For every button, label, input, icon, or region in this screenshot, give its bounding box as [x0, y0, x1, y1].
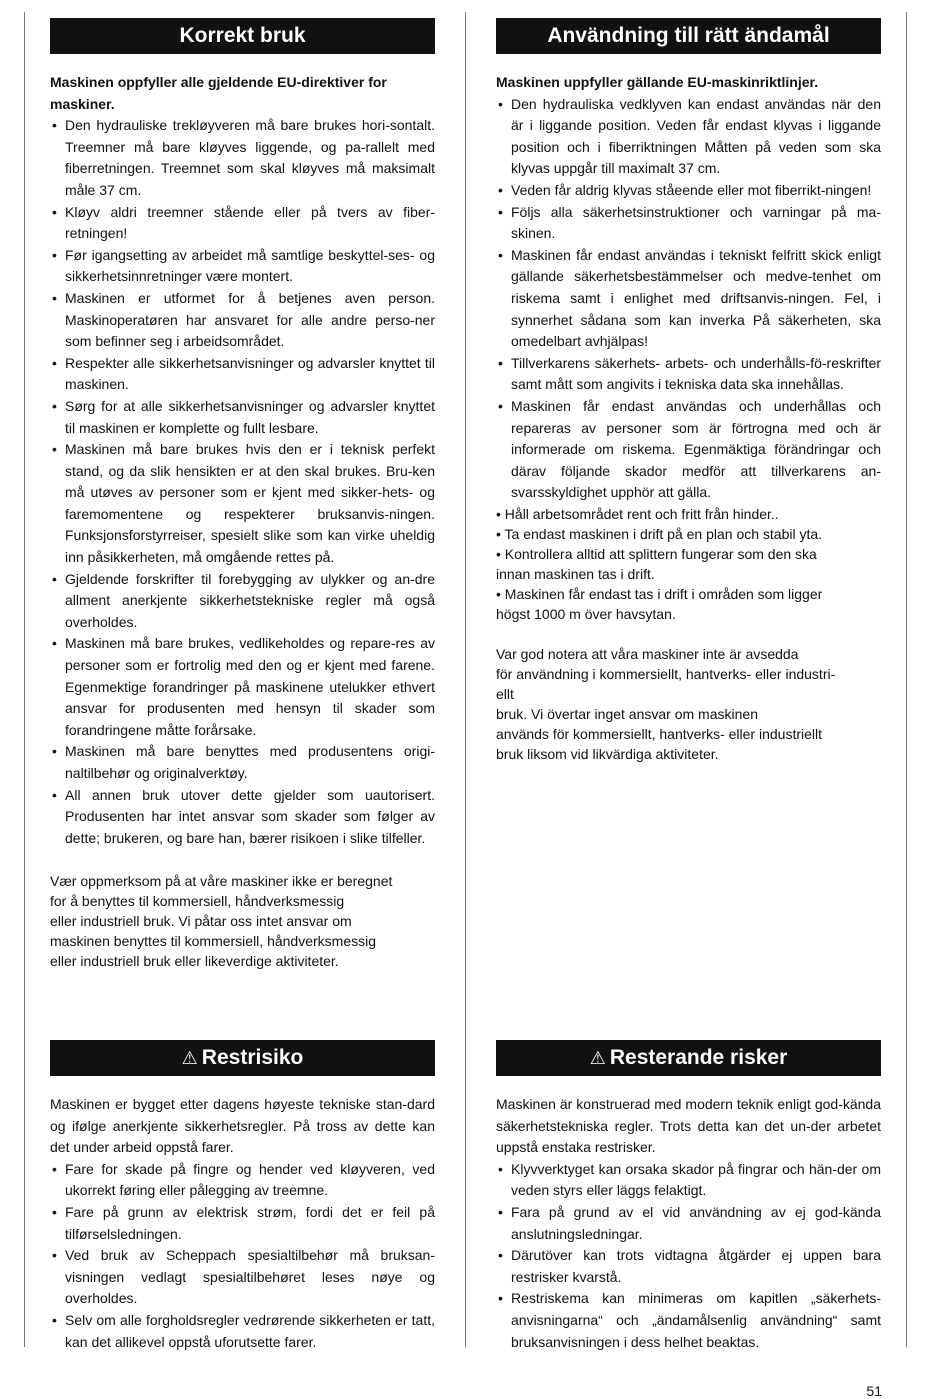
list-item: • Gjeldende forskrifter til forebygging av ulykker og an-dre allment anerkjente sikkerhetstekniske regler må også overholdes. [50, 569, 435, 634]
plain-line: innan maskinen tas i drift. [496, 565, 655, 582]
resterande-risker-section [496, 1040, 881, 1353]
right-intro: Maskinen uppfyller gällande EU-maskinriktlinjer. [496, 74, 819, 90]
list-item: • Fara på grund av el vid användning av ej god-kända anslutningsledningar. [496, 1202, 881, 1245]
note-line: eller industriell bruk eller likeverdige aktiviteter. [50, 953, 339, 970]
list-item: • All annen bruk utover dette gjelder som uautorisert. Produsenten har intet ansvar som skader som følger av dette; brukeren, og bare han, bærer risikoen i slike tilfeller. [50, 785, 435, 850]
plain-line: • Håll arbetsområdet rent och fritt från hinder.. [496, 505, 779, 522]
warning-icon: ⚠ [181, 1048, 198, 1068]
list-item: • Restriskema kan minimeras om kapitlen „säkerhets-anvisningarna“ och „ändamålsenlig användning“ samt bruksanvisningen i dess helhet beaktas. [496, 1288, 881, 1353]
right-note [496, 644, 881, 764]
list-item: • Den hydrauliske trekløyveren må bare brukes hori-sontalt. Treemner må bare kløyves liggende, og pa-rallelt med fiberretningen. Treemnet som skal kløyves må maksimalt måle 37 cm. [50, 115, 435, 201]
left-column [50, 18, 435, 971]
list-item: • Klyvverktyget kan orsaka skador på fingrar och hän-der om veden styrs eller läggs felaktigt. [496, 1159, 881, 1202]
list-item: • Respekter alle sikkerhetsanvisninger og advarsler knyttet til maskinen. [50, 353, 435, 396]
note-line: for å benyttes til kommersiell, håndverksmessig [50, 893, 345, 910]
list-item: • Den hydrauliska vedklyven kan endast användas när den är i liggande position. Veden får endast klyvas i liggande position och i fiberriktningen Måtten på veden som ska klyvas uppgår till maximalt 37 cm. [496, 94, 881, 180]
heading-restrisiko-label: Restrisiko [201, 1046, 304, 1069]
list-item: • Før igangsetting av arbeidet må samtlige beskyttel-ses- og sikkerhetsinnretninger være montert. [50, 245, 435, 288]
list-item: • Maskinen får endast användas och underhållas och repareras av personer som är förtrogna med och är informerade om riskema. Egenmäktiga förändringar och därav följande skador medför att tillverkarens an-svarsskyldighet upphör att gälla. [496, 396, 881, 504]
left-bullet-list [50, 115, 435, 849]
note-line: bruk. Vi övertar inget ansvar om maskinen [496, 705, 758, 722]
list-item: • Tillverkarens säkerhets- arbets- och underhålls-fö-reskrifter samt mått som angivits i tekniska data ska innehållas. [496, 353, 881, 396]
plain-line: • Ta endast maskinen i drift på en plan och stabil yta. [496, 525, 823, 542]
plain-line: högst 1000 m över havsytan. [496, 605, 676, 622]
list-item: • Selv om alle forgholdsregler vedrørende sikkerheten er tatt, kan det allikevel oppstå uforutsette farer. [50, 1310, 435, 1353]
heading-anvandning: Användning till rätt ändamål [496, 18, 881, 54]
list-item: • Maskinen må bare benyttes med produsentens origi-naltilbehør og originalverktøy. [50, 741, 435, 784]
note-line: maskinen benyttes til kommersiell, håndverksmessig [50, 933, 377, 950]
list-item: • Fare på grunn av elektrisk strøm, fordi det er feil på tilførselsledningen. [50, 1202, 435, 1245]
list-item: • Maskinen får endast användas i tekniskt felfritt skick enligt gällande säkerhetsbestämmelser och medve-tenhet om riskema samt i enlighet med driftsanvis-ningen. Fel, i synnerhet sådana som kan inverka På säkerheten, ska omedelbart avhjälpas! [496, 245, 881, 353]
restrisiko-list [50, 1159, 435, 1353]
note-line: ellt [496, 685, 514, 702]
note-line: används för kommersiellt, hantverks- eller industriellt [496, 725, 823, 742]
left-note [50, 871, 435, 971]
plain-line: • Kontrollera alltid att splittern fungerar som den ska [496, 545, 817, 562]
note-line: bruk liksom vid likvärdiga aktiviteter. [496, 745, 719, 762]
plain-line: • Maskinen får endast tas i drift i områden som ligger [496, 585, 823, 602]
left-intro: Maskinen oppfyller alle gjeldende EU-direktiver for maskiner. [50, 74, 387, 112]
restrisiko-intro: Maskinen er bygget etter dagens høyeste tekniske stan-dard og ifølge anerkjente sikkerhetsregler. På tross av dette kan det under arbeid oppstå farer. [50, 1096, 435, 1156]
list-item: • Följs alla säkerhetsinstruktioner och varningar på ma-skinen. [496, 202, 881, 245]
page-number: 51 [866, 1383, 882, 1399]
note-line: Vær oppmerksom på at våre maskiner ikke er beregnet [50, 873, 393, 890]
heading-resterande-risker [496, 1040, 881, 1076]
warning-icon: ⚠ [589, 1048, 606, 1068]
list-item: • Maskinen er utformet for å betjenes aven person. Maskinoperatøren har ansvaret for alle andre perso-ner som befinner seg i arbeidsområdet. [50, 288, 435, 353]
list-item: • Ved bruk av Scheppach spesialtilbehør må bruksan-visningen vedlagt spesialtilbehøret leses nøye og overholdes. [50, 1245, 435, 1310]
column-divider-rule [465, 12, 466, 1347]
list-item: • Fare for skade på fingre og hender ved kløyveren, ved ukorrekt føring eller pålegging av treemne. [50, 1159, 435, 1202]
resterande-risker-list [496, 1159, 881, 1353]
note-line: för användning i kommersiellt, hantverks- eller industri- [496, 665, 836, 682]
note-line: Var god notera att våra maskiner inte är avsedda [496, 645, 799, 662]
right-margin-rule [906, 12, 907, 1347]
heading-restrisiko [50, 1040, 435, 1076]
right-plain-list [496, 504, 881, 624]
resterande-risker-intro: Maskinen är konstruerad med modern teknik enligt god-kända säkerhetstekniska regler. Trots detta kan det un-der arbetet uppstå enstaka restrisker. [496, 1096, 881, 1156]
left-margin-rule [24, 12, 25, 1347]
heading-resterande-risker-label: Resterande risker [609, 1046, 788, 1069]
list-item: • Kløyv aldri treemner stående eller på tvers av fiber-retningen! [50, 202, 435, 245]
right-bullet-list [496, 94, 881, 504]
note-line: eller industriell bruk. Vi påtar oss intet ansvar om [50, 913, 352, 930]
list-item: • Maskinen må bare brukes, vedlikeholdes og repare-res av personer som er fortrolig med den og er kjent med farene. Egenmektige forandringer på maskinene utelukker ethvert ansvar for produsenten med hensyn til skader som forandringene måtte forårsake. [50, 633, 435, 741]
right-column [496, 18, 881, 764]
restrisiko-section [50, 1040, 435, 1353]
list-item: • Veden får aldrig klyvas ståeende eller mot fiberrikt-ningen! [496, 180, 881, 202]
heading-korrekt-bruk: Korrekt bruk [50, 18, 435, 54]
list-item: • Maskinen må bare brukes hvis den er i teknisk perfekt stand, og da slik hensikten er at den skal brukes. Bru-ken må utøves av personer som er kjent med sikker-hets- og faremomentene og respekterer bruksanvis-ningen. Funksjonsforstyrreiser, spesielt slike som kan virke uheldig inn påsikkerheten, må omgående rettes på. [50, 439, 435, 569]
list-item: • Sørg for at alle sikkerhetsanvisninger og advarsler knyttet til maskinen er komplette og fullt lesbare. [50, 396, 435, 439]
list-item: • Därutöver kan trots vidtagna åtgärder ej uppen bara restrisker kvarstå. [496, 1245, 881, 1288]
